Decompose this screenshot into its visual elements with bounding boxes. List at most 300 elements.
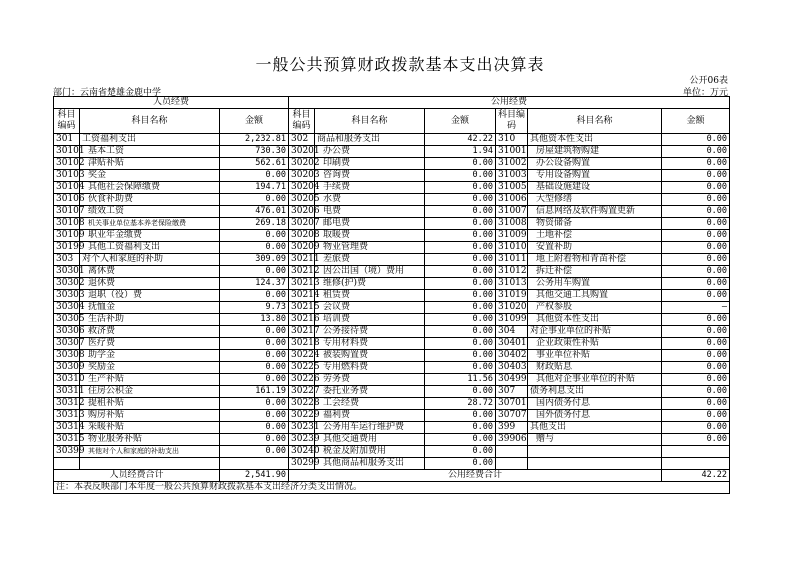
- col-amount-header: 金额: [220, 109, 289, 134]
- code-cell: 30216: [289, 314, 315, 326]
- amount-cell: 9.73: [220, 302, 289, 314]
- name-cell: 其他工资福利支出: [80, 242, 220, 254]
- name-cell: 劳务费: [315, 374, 425, 386]
- amount-cell: 269.18: [220, 218, 289, 230]
- name-cell: 其他交通费用: [315, 434, 425, 446]
- name-cell: 对企事业单位的补贴: [528, 326, 662, 338]
- amount-cell: 0.00: [662, 326, 730, 338]
- amount-cell: 0.00: [425, 218, 496, 230]
- amount-cell: 0.00: [220, 242, 289, 254]
- amount-cell: 161.19: [220, 386, 289, 398]
- code-cell: 30207: [289, 218, 315, 230]
- code-cell: 30211: [289, 254, 315, 266]
- code-cell: 30228: [289, 398, 315, 410]
- table-row: [54, 398, 730, 410]
- name-cell: 绩效工资: [80, 206, 220, 218]
- table-row: [54, 266, 730, 278]
- code-cell: 30215: [289, 302, 315, 314]
- amount-cell: 0.00: [662, 218, 730, 230]
- table-row: [54, 278, 730, 290]
- table-row: [54, 302, 730, 314]
- table-row: [54, 434, 730, 446]
- name-cell: 专用燃料费: [315, 362, 425, 374]
- code-cell: 31007: [496, 206, 528, 218]
- name-cell: 福利费: [315, 410, 425, 422]
- amount-cell: 0.00: [425, 158, 496, 170]
- amount-cell: 0.00: [662, 146, 730, 158]
- name-cell: 其他资本性支出: [528, 314, 662, 326]
- name-cell: 其他对企事业单位的补贴: [528, 374, 662, 386]
- amount-cell: 2,232.81: [220, 134, 289, 146]
- code-cell: 31019: [496, 290, 528, 302]
- amount-cell: 0.00: [220, 230, 289, 242]
- name-cell: 电费: [315, 206, 425, 218]
- code-cell: 310: [496, 134, 528, 146]
- code-cell: 30227: [289, 386, 315, 398]
- amount-cell: 0.00: [425, 434, 496, 446]
- code-cell: 302: [289, 134, 315, 146]
- code-cell: 30307: [54, 338, 80, 350]
- code-cell: 30218: [289, 338, 315, 350]
- amount-cell: 0.00: [220, 290, 289, 302]
- name-cell: 奖金: [80, 170, 220, 182]
- table-row: [54, 326, 730, 338]
- table-row: [54, 350, 730, 362]
- public-total-value: 42.22: [662, 470, 730, 482]
- amount-cell: 0.00: [220, 338, 289, 350]
- amount-cell: 28.72: [425, 398, 496, 410]
- code-cell: 30240: [289, 446, 315, 458]
- code-cell: 30308: [54, 350, 80, 362]
- code-cell: 30314: [54, 422, 80, 434]
- personnel-total-value: 2,541.90: [220, 470, 289, 482]
- table-row: [54, 254, 730, 266]
- code-cell: 30108: [54, 218, 80, 230]
- code-cell: 303: [54, 254, 80, 266]
- amount-cell: 0.00: [662, 194, 730, 206]
- amount-cell: 0.00: [662, 158, 730, 170]
- name-cell: 生产补贴: [80, 374, 220, 386]
- code-cell: 30107: [54, 206, 80, 218]
- amount-cell: 476.01: [220, 206, 289, 218]
- code-cell: 31001: [496, 146, 528, 158]
- code-cell: 30102: [54, 158, 80, 170]
- code-cell: 30214: [289, 290, 315, 302]
- name-cell: 其他资本性支出: [528, 134, 662, 146]
- code-cell: 30203: [289, 170, 315, 182]
- name-cell: [528, 446, 662, 458]
- name-cell: 房屋建筑物购建: [528, 146, 662, 158]
- table-row: [54, 386, 730, 398]
- code-cell: 30204: [289, 182, 315, 194]
- amount-cell: 0.00: [662, 362, 730, 374]
- name-cell: 工会经费: [315, 398, 425, 410]
- col-name-header: 科目名称: [315, 109, 425, 134]
- amount-cell: 0.00: [220, 434, 289, 446]
- amount-cell: 0.00: [425, 326, 496, 338]
- name-cell: 国外债务付息: [528, 410, 662, 422]
- name-cell: 取暖费: [315, 230, 425, 242]
- name-cell: 办公设备购置: [528, 158, 662, 170]
- amount-cell: 0.00: [662, 278, 730, 290]
- table-row: [54, 182, 730, 194]
- name-cell: 对个人和家庭的补助: [80, 254, 220, 266]
- expenditure-table: [53, 96, 730, 494]
- code-cell: 30305: [54, 314, 80, 326]
- table-row: [54, 422, 730, 434]
- code-cell: 30311: [54, 386, 80, 398]
- table-row: [54, 146, 730, 158]
- name-cell: 事业单位补贴: [528, 350, 662, 362]
- code-cell: 30202: [289, 158, 315, 170]
- code-cell: 30224: [289, 350, 315, 362]
- amount-cell: 0.00: [662, 314, 730, 326]
- code-cell: 30109: [54, 230, 80, 242]
- amount-cell: 0.00: [425, 458, 496, 470]
- table-row: [54, 206, 730, 218]
- name-cell: 地上附着物和青苗补偿: [528, 254, 662, 266]
- col-code-header: 科目编码: [496, 109, 528, 134]
- amount-cell: 0.00: [425, 314, 496, 326]
- table-row: [54, 218, 730, 230]
- code-cell: 30206: [289, 206, 315, 218]
- name-cell: 伙食补助费: [80, 194, 220, 206]
- amount-cell: 0.00: [425, 446, 496, 458]
- code-cell: 30239: [289, 434, 315, 446]
- name-cell: 其他社会保障缴费: [80, 182, 220, 194]
- code-cell: 30310: [54, 374, 80, 386]
- amount-cell: 0.00: [425, 386, 496, 398]
- amount-cell: 0.00: [662, 170, 730, 182]
- col-amount-header: 金额: [425, 109, 496, 134]
- code-cell: 30313: [54, 410, 80, 422]
- table-row: [54, 290, 730, 302]
- name-cell: 津贴补贴: [80, 158, 220, 170]
- table-note: 注：本表反映部门本年度一般公共预算财政拨款基本支出经济分类支出情况。: [54, 482, 730, 494]
- amount-cell: 124.37: [220, 278, 289, 290]
- amount-cell: [220, 458, 289, 470]
- name-cell: 差旅费: [315, 254, 425, 266]
- code-cell: 30213: [289, 278, 315, 290]
- name-cell: 生活补助: [80, 314, 220, 326]
- amount-cell: 13.80: [220, 314, 289, 326]
- name-cell: 其他对个人和家庭的补助支出: [80, 446, 220, 458]
- amount-cell: 309.09: [220, 254, 289, 266]
- name-cell: 公务用车运行维护费: [315, 422, 425, 434]
- amount-cell: 0.00: [425, 230, 496, 242]
- code-cell: 31003: [496, 170, 528, 182]
- name-cell: 财政贴息: [528, 362, 662, 374]
- amount-cell: 0.00: [220, 422, 289, 434]
- report-title: 一般公共预算财政拨款基本支出决算表: [255, 55, 545, 74]
- name-cell: 租赁费: [315, 290, 425, 302]
- table-row: [54, 170, 730, 182]
- table-row: [54, 158, 730, 170]
- code-cell: 30106: [54, 194, 80, 206]
- code-cell: 31011: [496, 254, 528, 266]
- name-cell: 抚恤金: [80, 302, 220, 314]
- col-code-header: 科目编码: [289, 109, 315, 134]
- name-cell: 奖励金: [80, 362, 220, 374]
- amount-cell: 0.00: [662, 134, 730, 146]
- code-cell: 30312: [54, 398, 80, 410]
- code-cell: 31009: [496, 230, 528, 242]
- amount-cell: 0.00: [425, 254, 496, 266]
- name-cell: 信息网络及软件购置更新: [528, 206, 662, 218]
- name-cell: [80, 458, 220, 470]
- name-cell: 职业年金缴费: [80, 230, 220, 242]
- code-cell: 30199: [54, 242, 80, 254]
- code-cell: 31002: [496, 158, 528, 170]
- amount-cell: 194.71: [220, 182, 289, 194]
- code-cell: 30209: [289, 242, 315, 254]
- name-cell: 其他商品和服务支出: [315, 458, 425, 470]
- amount-cell: 0.00: [425, 410, 496, 422]
- totals-row: [54, 470, 730, 482]
- amount-cell: [662, 458, 730, 470]
- name-cell: 被装购置费: [315, 350, 425, 362]
- name-cell: 离休费: [80, 266, 220, 278]
- public-group-header: 公用经费: [289, 97, 730, 109]
- name-cell: 大型修缮: [528, 194, 662, 206]
- col-code-header: 科目编码: [54, 109, 80, 134]
- code-cell: 304: [496, 326, 528, 338]
- amount-cell: 0.00: [220, 446, 289, 458]
- name-cell: 邮电费: [315, 218, 425, 230]
- code-cell: 31020: [496, 302, 528, 314]
- code-cell: 30309: [54, 362, 80, 374]
- code-cell: 30212: [289, 266, 315, 278]
- name-cell: 助学金: [80, 350, 220, 362]
- code-cell: 30201: [289, 146, 315, 158]
- amount-cell: 0.00: [425, 266, 496, 278]
- amount-cell: 0.00: [662, 242, 730, 254]
- note-row: [54, 482, 730, 494]
- personnel-group-header: 人员经费: [54, 97, 289, 109]
- amount-cell: 0.00: [425, 206, 496, 218]
- code-cell: 31013: [496, 278, 528, 290]
- table-row: [54, 458, 730, 470]
- amount-cell: 0.00: [220, 194, 289, 206]
- name-cell: 机关事业单位基本养老保险缴费: [80, 218, 220, 230]
- name-cell: 基础设施建设: [528, 182, 662, 194]
- amount-cell: 0.00: [662, 410, 730, 422]
- amount-cell: 0.00: [662, 434, 730, 446]
- code-cell: 30103: [54, 170, 80, 182]
- amount-cell: [662, 446, 730, 458]
- code-cell: 30304: [54, 302, 80, 314]
- name-cell: 赠与: [528, 434, 662, 446]
- code-cell: 30403: [496, 362, 528, 374]
- table-row: [54, 314, 730, 326]
- name-cell: 安置补助: [528, 242, 662, 254]
- amount-cell: 0.00: [220, 374, 289, 386]
- amount-cell: 0.00: [425, 170, 496, 182]
- code-cell: 30205: [289, 194, 315, 206]
- code-cell: 30707: [496, 410, 528, 422]
- name-cell: [528, 458, 662, 470]
- amount-cell: 0.00: [220, 350, 289, 362]
- code-cell: 30299: [289, 458, 315, 470]
- name-cell: 企业政策性补贴: [528, 338, 662, 350]
- amount-cell: 42.22: [425, 134, 496, 146]
- amount-cell: 562.61: [220, 158, 289, 170]
- name-cell: 基本工资: [80, 146, 220, 158]
- name-cell: 退职（役）费: [80, 290, 220, 302]
- table-row: [54, 194, 730, 206]
- name-cell: 委托业务费: [315, 386, 425, 398]
- table-row: [54, 446, 730, 458]
- amount-cell: 0.00: [425, 194, 496, 206]
- name-cell: 咨询费: [315, 170, 425, 182]
- amount-cell: 1.94: [425, 146, 496, 158]
- amount-cell: 0.00: [425, 362, 496, 374]
- form-code: 公开06表: [689, 76, 728, 86]
- amount-cell: —: [662, 302, 730, 314]
- name-cell: 手续费: [315, 182, 425, 194]
- amount-cell: 0.00: [220, 170, 289, 182]
- name-cell: 产权参股: [528, 302, 662, 314]
- code-cell: 30399: [54, 446, 80, 458]
- table-row: [54, 410, 730, 422]
- amount-cell: 0.00: [662, 230, 730, 242]
- public-total-label: 公用经费合计: [289, 470, 662, 482]
- name-cell: 办公费: [315, 146, 425, 158]
- code-cell: 30499: [496, 374, 528, 386]
- name-cell: 提租补贴: [80, 398, 220, 410]
- name-cell: 因公出国（境）费用: [315, 266, 425, 278]
- personnel-total-label: 人员经费合计: [54, 470, 220, 482]
- unit-label: 单位：万元: [682, 88, 728, 98]
- table-row: [54, 362, 730, 374]
- name-cell: 住房公积金: [80, 386, 220, 398]
- name-cell: 公务用车购置: [528, 278, 662, 290]
- table-row: [54, 230, 730, 242]
- name-cell: 其他交通工具购置: [528, 290, 662, 302]
- name-cell: 债务利息支出: [528, 386, 662, 398]
- code-cell: 39906: [496, 434, 528, 446]
- code-cell: 30701: [496, 398, 528, 410]
- amount-cell: 730.30: [220, 146, 289, 158]
- code-cell: 30302: [54, 278, 80, 290]
- amount-cell: 0.00: [662, 182, 730, 194]
- code-cell: 30226: [289, 374, 315, 386]
- amount-cell: 0.00: [662, 386, 730, 398]
- amount-cell: 0.00: [662, 374, 730, 386]
- name-cell: 土地补偿: [528, 230, 662, 242]
- amount-cell: 0.00: [425, 242, 496, 254]
- name-cell: 国内债务付息: [528, 398, 662, 410]
- name-cell: 救济费: [80, 326, 220, 338]
- amount-cell: 0.00: [425, 290, 496, 302]
- code-cell: 30101: [54, 146, 80, 158]
- code-cell: 30401: [496, 338, 528, 350]
- code-cell: 30231: [289, 422, 315, 434]
- name-cell: 商品和服务支出: [315, 134, 425, 146]
- group-header-row: [54, 97, 730, 109]
- col-amount-header: 金额: [662, 109, 730, 134]
- table-row: [54, 134, 730, 146]
- name-cell: 物业管理费: [315, 242, 425, 254]
- name-cell: 医疗费: [80, 338, 220, 350]
- amount-cell: 0.00: [220, 362, 289, 374]
- code-cell: 301: [54, 134, 80, 146]
- code-cell: [54, 458, 80, 470]
- amount-cell: 0.00: [425, 338, 496, 350]
- amount-cell: 0.00: [662, 338, 730, 350]
- code-cell: 30225: [289, 362, 315, 374]
- col-name-header: 科目名称: [528, 109, 662, 134]
- name-cell: 税金及附加费用: [315, 446, 425, 458]
- code-cell: 30402: [496, 350, 528, 362]
- code-cell: 30217: [289, 326, 315, 338]
- code-cell: 30303: [54, 290, 80, 302]
- name-cell: 物业服务补贴: [80, 434, 220, 446]
- code-cell: 30104: [54, 182, 80, 194]
- amount-cell: 0.00: [662, 290, 730, 302]
- amount-cell: 0.00: [425, 350, 496, 362]
- code-cell: 31099: [496, 314, 528, 326]
- name-cell: 培训费: [315, 314, 425, 326]
- amount-cell: 0.00: [425, 422, 496, 434]
- name-cell: 维修(护)费: [315, 278, 425, 290]
- amount-cell: 0.00: [220, 266, 289, 278]
- department-label: 部门：云南省楚雄金鹿中学: [53, 88, 162, 98]
- code-cell: 30229: [289, 410, 315, 422]
- amount-cell: 11.56: [425, 374, 496, 386]
- code-cell: 31010: [496, 242, 528, 254]
- name-cell: 退休费: [80, 278, 220, 290]
- name-cell: 公务接待费: [315, 326, 425, 338]
- code-cell: 31006: [496, 194, 528, 206]
- table-row: [54, 338, 730, 350]
- table-row: [54, 374, 730, 386]
- amount-cell: 0.00: [662, 266, 730, 278]
- amount-cell: 0.00: [662, 254, 730, 266]
- col-name-header: 科目名称: [80, 109, 220, 134]
- amount-cell: 0.00: [220, 410, 289, 422]
- code-cell: 30208: [289, 230, 315, 242]
- code-cell: 30306: [54, 326, 80, 338]
- amount-cell: 0.00: [425, 278, 496, 290]
- name-cell: 专用材料费: [315, 338, 425, 350]
- name-cell: 工资福利支出: [80, 134, 220, 146]
- name-cell: 采暖补贴: [80, 422, 220, 434]
- amount-cell: 0.00: [662, 422, 730, 434]
- code-cell: 399: [496, 422, 528, 434]
- name-cell: 其他支出: [528, 422, 662, 434]
- code-cell: 30301: [54, 266, 80, 278]
- code-cell: 307: [496, 386, 528, 398]
- code-cell: 31005: [496, 182, 528, 194]
- amount-cell: 0.00: [220, 398, 289, 410]
- code-cell: 31012: [496, 266, 528, 278]
- name-cell: 水费: [315, 194, 425, 206]
- code-cell: 30315: [54, 434, 80, 446]
- amount-cell: 0.00: [662, 398, 730, 410]
- name-cell: 拆迁补偿: [528, 266, 662, 278]
- name-cell: 会议费: [315, 302, 425, 314]
- amount-cell: 0.00: [662, 350, 730, 362]
- name-cell: 购房补贴: [80, 410, 220, 422]
- column-header-row: [54, 109, 730, 134]
- code-cell: [496, 458, 528, 470]
- code-cell: [496, 446, 528, 458]
- code-cell: 31008: [496, 218, 528, 230]
- amount-cell: 0.00: [425, 182, 496, 194]
- amount-cell: 0.00: [662, 206, 730, 218]
- name-cell: 专用设备购置: [528, 170, 662, 182]
